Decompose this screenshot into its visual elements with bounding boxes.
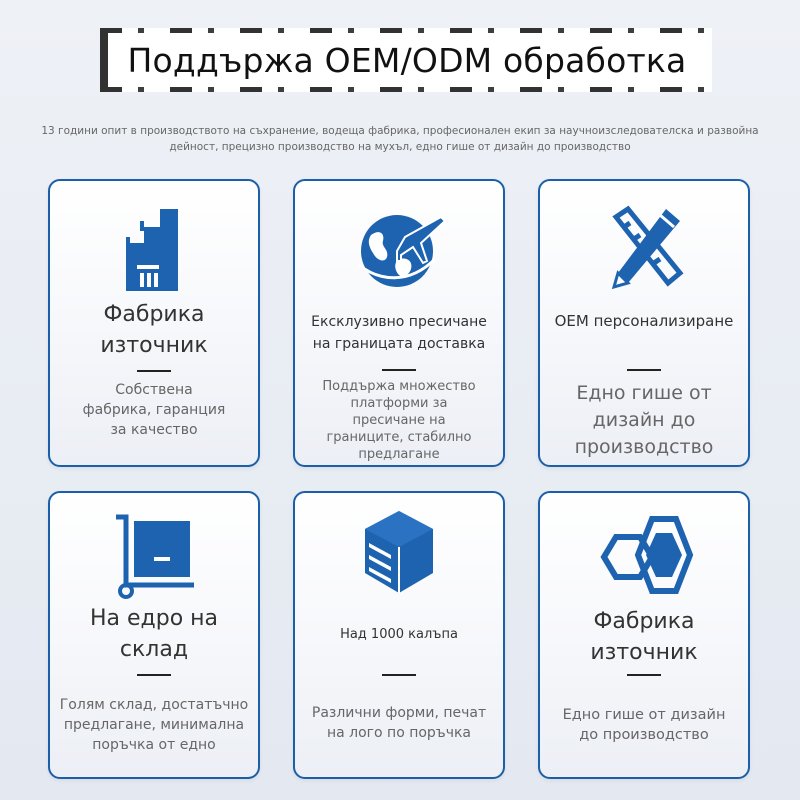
card-description: Едно гише от дизайн до производство xyxy=(562,707,726,743)
card-divider xyxy=(627,369,661,371)
feature-card-factory-source-2 xyxy=(538,491,750,779)
card-description: Голям склад, достатъчно предлагане, минимална поръчка от едно xyxy=(59,697,249,753)
feature-card-molds xyxy=(293,491,505,779)
card-description: Поддържа множество платформи за пресичане на границите, стабилно предлагане xyxy=(322,379,476,462)
card-description: Собствена фабрика, гаранция за качество xyxy=(82,382,226,438)
page-title: Поддържа OEM/ODM обработка xyxy=(127,40,687,80)
card-divider xyxy=(137,674,171,676)
factory-icon xyxy=(104,207,204,297)
card-title: Фабрика източник xyxy=(590,609,698,665)
card-title: OEM персонализиране xyxy=(554,312,734,330)
card-title: Фабрика източник xyxy=(100,302,208,358)
hexagons-icon xyxy=(594,515,694,605)
feature-card-wholesale xyxy=(48,491,260,779)
card-description: Различни форми, печат на лого по поръчка xyxy=(311,705,487,741)
subtitle: 13 години опит в производството на съхранение, водеща фабрика, професионален екип за научноизследователска и развойна дейност, прецизно производство на мухъл, едно гише от дизайн до производство xyxy=(41,125,759,153)
card-description: Едно гише от дизайн до производство xyxy=(574,382,714,458)
card-title: На едро на склад xyxy=(89,606,219,662)
feature-card-oem xyxy=(538,179,750,467)
card-title: Над 1000 калъпа xyxy=(340,627,458,642)
card-divider xyxy=(382,369,416,371)
hand-truck-icon xyxy=(104,511,204,601)
feature-card-cross-border xyxy=(293,179,505,467)
card-divider xyxy=(627,674,661,676)
card-title: Ексклузивно пресичане на границата доставка xyxy=(311,314,487,352)
globe-plane-icon xyxy=(349,203,449,293)
feature-card-factory-source xyxy=(48,179,260,467)
title-banner xyxy=(108,33,706,87)
card-divider xyxy=(137,370,171,372)
cube-icon xyxy=(349,507,449,597)
card-divider xyxy=(382,674,416,676)
pencil-ruler-icon xyxy=(594,203,694,293)
